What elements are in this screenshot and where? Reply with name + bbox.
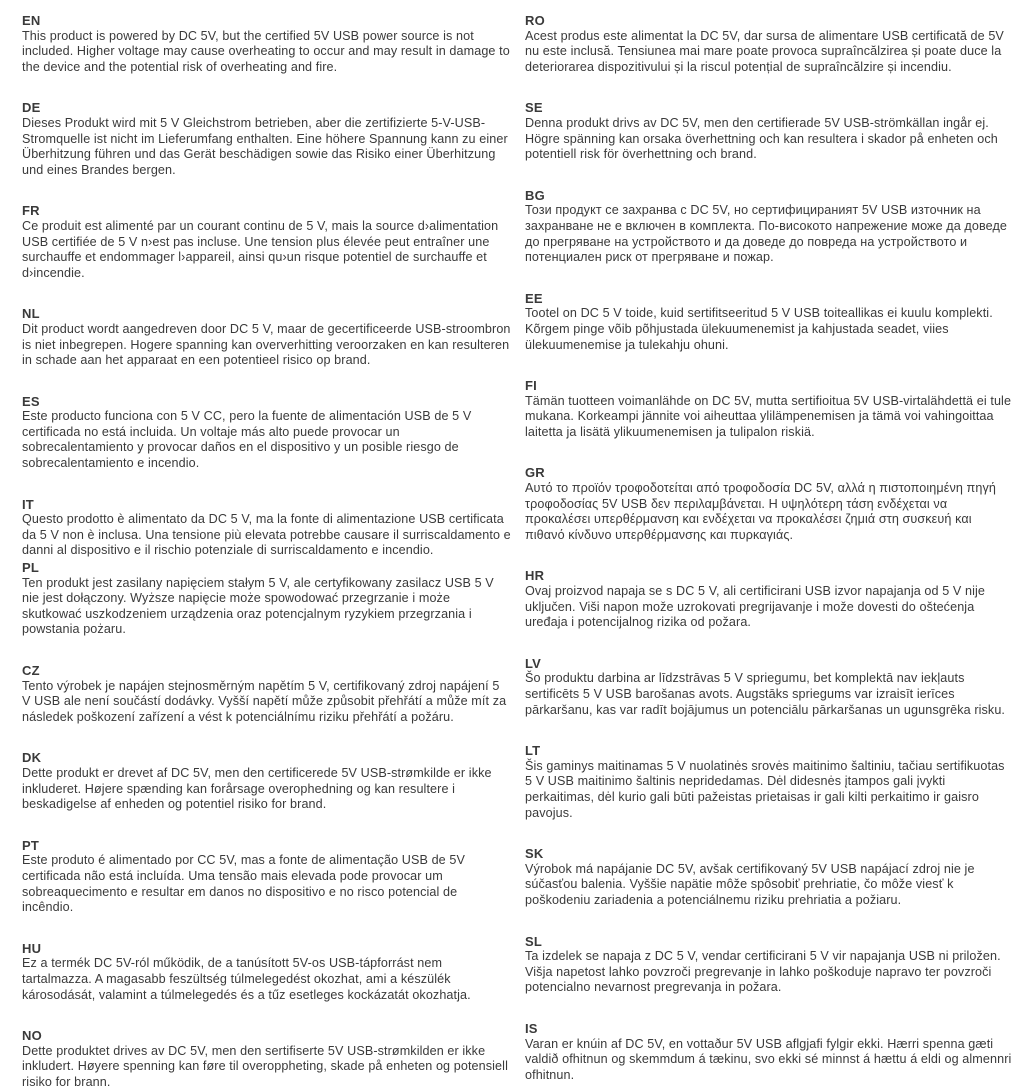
language-text: Dieses Produkt wird mit 5 V Gleichstrom betrieben, aber die zertifizierte 5-V-USB-Stromquelle ist nicht im Lieferumfang enthalten. Eine höhere Spannung kann zu einer Überhitzung führen und das Gerät beschädigen sowie das Risiko einer Überhitzung und eines Brandes bergen. (22, 115, 508, 177)
language-text: Dette produktet drives av DC 5V, men den sertifiserte 5V USB-strømkilden er ikke inkludert. Høyere spenning kan føre til overoppheting, skade på enheten og potensiell risiko for brann. (22, 1043, 508, 1089)
language-section-ee (525, 291, 1014, 353)
language-text: Este producto funciona con 5 V CC, pero la fuente de alimentación USB de 5 V certificada no está incluida. Un voltaje más alto puede provocar un sobrecalentamiento y provocar daños en el dispositivo y un posible riesgo de sobrecalentamiento e incendio. (22, 409, 472, 471)
language-code-label: SL (525, 933, 543, 949)
language-section-cz (22, 663, 511, 725)
language-code-label: HR (525, 568, 545, 584)
language-text: Varan er knúin af DC 5V, en vottaður 5V USB aflgjafi fylgir ekki. Hærri spenna gæti valdið ofhitnun og skemmdum á tækinu, svo ekki sé minnst á hættu á eldi og almennri ofhitnun. (525, 1036, 1012, 1082)
language-section-is (525, 1021, 1014, 1083)
language-text: Šo produktu darbina ar līdzstrāvas 5 V spriegumu, bet komplektā nav iekļauts sertificēts 5 V USB barošanas avots. Augstāks spriegums var izraisīt ierīces pārkaršanu, kas var radīt bojājumus un potenciālu pārkaršanas un ugunsgrēka risku. (525, 671, 1006, 717)
language-section-en (22, 13, 511, 75)
language-text: Acest produs este alimentat la DC 5V, dar sursa de alimentare USB certificată de 5V nu este inclusă. Tensiunea mai mare poate provoca supraîncălzirea și poate duce la deteriorarea dispozitivului și la riscul potențial de supraîncălzire și incendiu. (525, 28, 1004, 74)
language-text: Questo prodotto è alimentato da DC 5 V, ma la fonte di alimentazione USB certificata da 5 V non è inclusa. Una tensione più elevata potrebbe causare il surriscaldamento e danni al dispositivo e il rischio potenziale di surriscaldamento e incendio. (22, 512, 511, 558)
language-section-ro (525, 13, 1014, 75)
language-text: Този продукт се захранва с DC 5V, но сертифицираният 5V USB източник на захранване не е включен в комплекта. По-високото напрежение може да доведе до прегряване на устройството и да доведе до повреда на устройството и потенциален риск от прегряване и пожар. (525, 203, 1008, 265)
language-code-label: IS (525, 1020, 538, 1036)
language-section-fr (22, 203, 511, 281)
language-text: Ovaj proizvod napaja se s DC 5 V, ali certificirani USB izvor napajanja od 5 V nije uključen. Viši napon može uzrokovati pregrijavanje i može dovesti do oštećenja uređaja i potencijalnog rizika od požara. (525, 584, 986, 630)
language-text: Ce produit est alimenté par un courant continu de 5 V, mais la source d›alimentation USB certifiée de 5 V n›est pas incluse. Une tension plus élevée peut entraîner une surchauffe et endommager l›appareil, ainsi qu›un risque potentiel de surchauffe et d›incendie. (22, 218, 499, 280)
language-text: Tento výrobek je napájen stejnosměrným napětím 5 V, certifikovaný zdroj napájení 5 V USB ale není součástí dodávky. Vyšší napětí může způsobit přehřátí a může mít za následek poškození zařízení a vést k potenciálnímu riziku přehřátí a požáru. (22, 678, 507, 724)
language-text: Tootel on DC 5 V toide, kuid sertifitseeritud 5 V USB toiteallikas ei kuulu komplekti. Kõrgem pinge võib põhjustada ülekuumenemist ja kahjustada seadet, viies ülekuumenemise ja tulekahju ohuni. (525, 306, 993, 352)
language-section-bg (525, 188, 1014, 266)
language-section-gr (525, 465, 1014, 543)
language-section-se (525, 100, 1014, 162)
left-column (22, 13, 511, 1090)
language-text: Ta izdelek se napaja z DC 5 V, vendar certificirani 5 V vir napajanja USB ni priložen. Višja napetost lahko povzroči pregrevanje in lahko poškoduje napravo ter povzroči potencialno nevarnost pregrevanja in požara. (525, 949, 1001, 995)
language-code-label: BG (525, 187, 545, 203)
language-section-hu (22, 941, 511, 1003)
language-text: Šis gaminys maitinamas 5 V nuolatinės srovės maitinimo šaltiniu, tačiau sertifikuotas 5 V USB maitinimo šaltinis nepridedamas. Dėl didesnės įtampos gali įvykti perkaitimas, dėl kurio gali būti pažeistas prietaisas ir gali kilti perkaitimo ir gaisro pavojus. (525, 758, 1005, 820)
language-text: Výrobok má napájanie DC 5V, avšak certifikovaný 5V USB napájací zdroj nie je súčasťou balenia. Vyššie napätie môže spôsobiť prehriatie, čo môže viesť k poškodeniu zariadenia a potenciálnemu riziku prehriatia a požiaru. (525, 861, 975, 907)
language-code-label: DE (22, 100, 41, 116)
language-text: Dette produkt er drevet af DC 5V, men den certificerede 5V USB-strømkilde er ikke inkluderet. Højere spænding kan forårsage overophedning og kan resultere i beskadigelse af enheden og potentiel risiko for brand. (22, 765, 492, 812)
language-section-nl (22, 306, 511, 368)
language-text: Ez a termék DC 5V-ról működik, de a tanúsított 5V-os USB-tápforrást nem tartalmazza. A magasabb feszültség túlmelegedést okozhat, ami a készülék károsodását, valamint a túlmelegedés és a tűz esetleges kockázatát okozhatja. (22, 956, 471, 1002)
language-code-label: SE (525, 100, 543, 116)
language-section-es (22, 394, 511, 472)
language-code-label: CZ (22, 663, 40, 678)
language-code-label: SK (525, 846, 544, 862)
right-column (525, 13, 1014, 1090)
language-code-label: IT (22, 496, 34, 512)
language-text: Este produto é alimentado por CC 5V, mas a fonte de alimentação USB de 5V certificada não está incluída. Uma tensão mais elevada pode provocar um sobreaquecimento e resultar em danos no dispositivo e no risco potencial de incêndio. (22, 853, 465, 915)
language-code-label: HU (22, 940, 42, 956)
language-section-hr (525, 568, 1014, 630)
language-section-de (22, 100, 511, 178)
language-text: Dit product wordt aangedreven door DC 5 V, maar de gecertificeerde USB-stroombron is niet inbegrepen. Hogere spanning kan oververhitting veroorzaken en kan resulteren in schade aan het apparaat en een potentieel risico op brand. (22, 321, 511, 368)
language-text: Ten produkt jest zasilany napięciem stałym 5 V, ale certyfikowany zasilacz USB 5 V nie jest dołączony. Wyższe napięcie może spowodować przegrzanie i może skutkować uszkodzeniem urządzenia oraz potencjalnym ryzykiem przegrzania i powstania pożaru. (22, 575, 494, 637)
language-section-fi (525, 378, 1014, 440)
language-code-label: LT (525, 743, 541, 759)
language-code-label: RO (525, 13, 545, 28)
language-section-lt (525, 743, 1014, 821)
language-code-label: FI (525, 378, 537, 394)
language-code-label: PT (22, 837, 40, 853)
language-code-label: PL (22, 560, 40, 576)
language-section-sk (525, 846, 1014, 908)
language-section-no (22, 1028, 511, 1090)
language-text: Αυτό το προϊόν τροφοδοτείται από τροφοδοσία DC 5V, αλλά η πιστοποιημένη πηγή τροφοδοσίας 5V USB δεν περιλαμβάνεται. Η υψηλότερη τάση ενδέχεται να προκαλέσει υπερθέρμανση και ενδέχεται να προκαλέσει ζημιά στη συσκευή και πιθανό κίνδυνο υπερθέρμανσης και πυρκαγιάς. (525, 481, 996, 542)
language-section-pl (22, 560, 511, 638)
language-section-it (22, 497, 511, 559)
language-code-label: EE (525, 290, 543, 306)
language-section-pt (22, 838, 511, 916)
language-section-lv (525, 656, 1014, 718)
language-code-label: LV (525, 655, 542, 671)
language-code-label: EN (22, 13, 41, 28)
language-code-label: GR (525, 465, 545, 481)
language-section-dk (22, 750, 511, 812)
language-code-label: DK (22, 750, 42, 766)
language-code-label: ES (22, 393, 40, 409)
language-text: Denna produkt drivs av DC 5V, men den certifierade 5V USB-strömkällan ingår ej. Högre spänning kan orsaka överhettning och kan resultera i skador på enheten och potentiell risk för överhettning och brand. (525, 115, 998, 162)
language-code-label: NL (22, 306, 40, 322)
language-section-sl (525, 934, 1014, 996)
language-code-label: FR (22, 203, 40, 219)
language-code-label: NO (22, 1028, 42, 1044)
language-text: Tämän tuotteen voimanlähde on DC 5V, mutta sertifioitua 5V USB-virtalähdettä ei tule mukana. Korkeampi jännite voi aiheuttaa ylilämpenemisen ja tämä voi vahingoittaa laitetta ja lisätä ylikuumenemisen ja tulipalon riskiä. (525, 393, 1012, 439)
language-text: This product is powered by DC 5V, but the certified 5V USB power source is not included. Higher voltage may cause overheating to occur and may result in damage to the device and the potential risk of overheating and fire. (22, 28, 510, 74)
